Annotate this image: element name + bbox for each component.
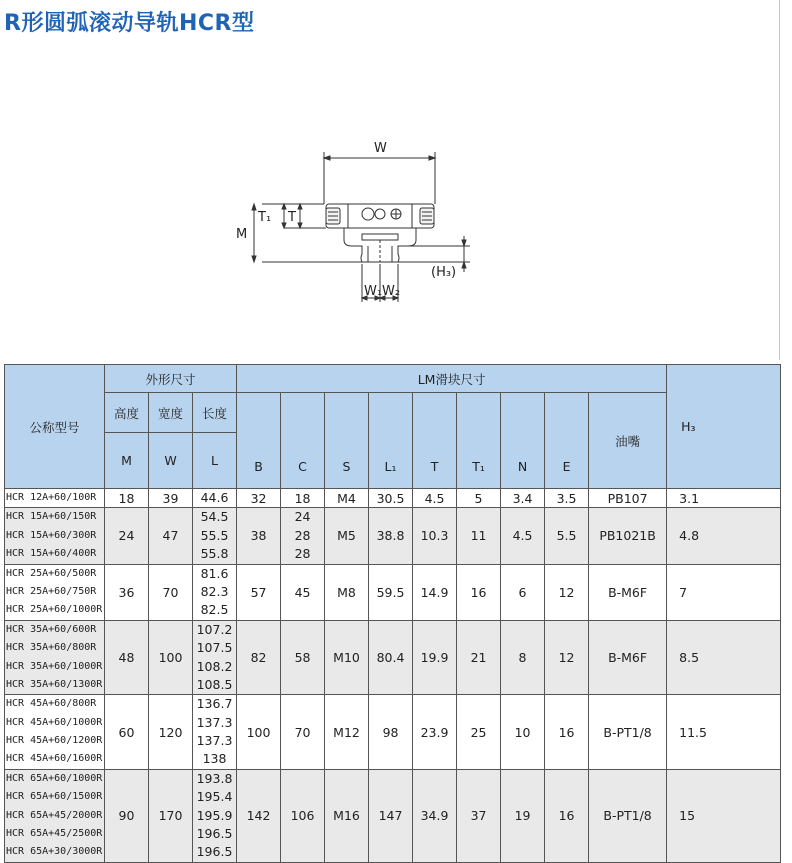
page-right-rule	[779, 0, 780, 360]
cell-n: 3.4	[501, 489, 545, 508]
cell-n: 19	[501, 769, 545, 862]
table-row	[5, 620, 781, 695]
model-name: HCR 35A+60/800R	[6, 642, 97, 654]
model-name: HCR 15A+60/300R	[6, 529, 97, 541]
cell-b: 100	[237, 695, 281, 770]
length-value: 107.2	[196, 621, 233, 637]
model-name: HCR 65A+45/2000R	[6, 809, 103, 821]
length-value: 55.8	[200, 546, 229, 562]
model-name: HCR 65A+60/1000R	[6, 772, 103, 784]
model-name: HCR 12A+60/100R	[6, 492, 97, 503]
length-value: 137.3	[196, 714, 233, 730]
cell-t: 34.9	[413, 769, 457, 862]
label-w: W	[374, 141, 387, 156]
cell-height: 18	[105, 489, 149, 508]
cell-t: 23.9	[413, 695, 457, 770]
header-h3: H₃	[667, 365, 781, 489]
cell-s: M8	[325, 564, 369, 620]
cell-s: M12	[325, 695, 369, 770]
header-length-cn: 长度	[193, 393, 237, 433]
model-cell	[5, 564, 105, 620]
model-cell	[5, 769, 105, 862]
cell-l1: 98	[369, 695, 413, 770]
header-m: M	[105, 433, 149, 489]
model-name: HCR 45A+60/1200R	[6, 735, 103, 747]
cell-grease: B-PT1/8	[589, 695, 667, 770]
model-name: HCR 35A+60/1300R	[6, 678, 103, 690]
cell-l1: 38.8	[369, 508, 413, 564]
model-name: HCR 65A+60/1500R	[6, 791, 103, 803]
model-cell	[5, 620, 105, 695]
spec-table	[4, 364, 781, 863]
cell-s: M5	[325, 508, 369, 564]
cell-grease: PB1021B	[589, 508, 667, 564]
cell-c: 45	[281, 564, 325, 620]
header-grease: 油嘴	[589, 393, 667, 489]
cell-width: 120	[149, 695, 193, 770]
header-e: E	[545, 393, 589, 489]
cell-t1: 16	[457, 564, 501, 620]
cell-height: 24	[105, 508, 149, 564]
length-value: 55.5	[200, 527, 229, 543]
cell-e: 3.5	[545, 489, 589, 508]
cell-length	[193, 508, 237, 564]
cell-c: 70	[281, 695, 325, 770]
cell-l1: 59.5	[369, 564, 413, 620]
length-value: 82.5	[200, 602, 229, 618]
cell-grease: B-M6F	[589, 620, 667, 695]
header-outer: 外形尺寸	[105, 365, 237, 393]
cell-t1: 25	[457, 695, 501, 770]
length-value: 196.5	[196, 844, 233, 860]
slider-block	[326, 204, 434, 228]
cell-length	[193, 564, 237, 620]
header-width-cn: 宽度	[149, 393, 193, 433]
model-name: HCR 65A+45/2500R	[6, 828, 103, 840]
page-title: R形圆弧滚动导轨HCR型	[4, 11, 255, 36]
header-n: N	[501, 393, 545, 489]
cell-length	[193, 489, 237, 508]
model-name: HCR 45A+60/800R	[6, 698, 97, 710]
length-value: 44.6	[200, 490, 229, 505]
cell-n: 8	[501, 620, 545, 695]
cell-width: 47	[149, 508, 193, 564]
cell-h3: 4.8	[667, 508, 781, 564]
length-value: 136.7	[196, 696, 233, 712]
header-l: L	[193, 433, 237, 489]
length-value: 137.3	[196, 733, 233, 749]
model-cell	[5, 508, 105, 564]
model-name: HCR 35A+60/600R	[6, 623, 97, 635]
spec-table-body	[5, 489, 781, 863]
table-row	[5, 489, 781, 508]
header-w: W	[149, 433, 193, 489]
cell-b: 38	[237, 508, 281, 564]
length-value: 195.9	[196, 807, 233, 823]
cross-section-diagram	[228, 136, 488, 312]
cell-height: 48	[105, 620, 149, 695]
cell-t1: 21	[457, 620, 501, 695]
cell-t1: 37	[457, 769, 501, 862]
cell-height: 36	[105, 564, 149, 620]
label-m: M	[236, 227, 248, 242]
model-cell	[5, 489, 105, 508]
length-value: 82.3	[200, 583, 229, 599]
c-value: 24	[294, 509, 311, 525]
length-value: 138	[202, 751, 227, 767]
label-h3: (H₃)	[431, 265, 457, 280]
cell-length	[193, 695, 237, 770]
model-name: HCR 15A+60/150R	[6, 511, 97, 523]
model-name: HCR 45A+60/1000R	[6, 716, 103, 728]
length-value: 107.5	[196, 640, 233, 656]
label-t: T	[288, 210, 296, 225]
cell-width: 39	[149, 489, 193, 508]
cell-e: 12	[545, 620, 589, 695]
cell-width: 170	[149, 769, 193, 862]
cell-h3: 11.5	[667, 695, 781, 770]
cell-length	[193, 769, 237, 862]
label-w1: W₁	[364, 284, 383, 299]
cell-e: 5.5	[545, 508, 589, 564]
model-name: HCR 45A+60/1600R	[6, 753, 103, 765]
cell-c	[281, 508, 325, 564]
cell-width: 70	[149, 564, 193, 620]
cell-grease: B-PT1/8	[589, 769, 667, 862]
table-row	[5, 508, 781, 564]
cell-t1: 5	[457, 489, 501, 508]
cell-t: 4.5	[413, 489, 457, 508]
label-w2: W₂	[382, 284, 401, 299]
model-name: HCR 65A+30/3000R	[6, 846, 103, 858]
cell-h3: 3.1	[667, 489, 781, 508]
c-value: 28	[294, 546, 311, 562]
cell-t1: 11	[457, 508, 501, 564]
cell-b: 57	[237, 564, 281, 620]
cell-h3: 15	[667, 769, 781, 862]
length-value: 54.5	[200, 509, 229, 525]
cell-c: 58	[281, 620, 325, 695]
cell-t: 10.3	[413, 508, 457, 564]
length-value: 81.6	[200, 565, 229, 581]
model-name: HCR 25A+60/500R	[6, 567, 97, 579]
cell-b: 82	[237, 620, 281, 695]
header-b: B	[237, 393, 281, 489]
length-value: 196.5	[196, 826, 233, 842]
header-c: C	[281, 393, 325, 489]
table-row	[5, 564, 781, 620]
table-row	[5, 695, 781, 770]
cell-width: 100	[149, 620, 193, 695]
cell-n: 10	[501, 695, 545, 770]
cell-height: 90	[105, 769, 149, 862]
model-name: HCR 15A+60/400R	[6, 548, 97, 560]
cell-e: 12	[545, 564, 589, 620]
length-value: 108.2	[196, 658, 233, 674]
cell-n: 4.5	[501, 508, 545, 564]
cell-l1: 30.5	[369, 489, 413, 508]
cell-height: 60	[105, 695, 149, 770]
model-name: HCR 25A+60/1000R	[6, 604, 103, 616]
cell-b: 32	[237, 489, 281, 508]
header-s: S	[325, 393, 369, 489]
header-t1: T₁	[457, 393, 501, 489]
cell-s: M16	[325, 769, 369, 862]
cell-t: 19.9	[413, 620, 457, 695]
cell-h3: 8.5	[667, 620, 781, 695]
cell-t: 14.9	[413, 564, 457, 620]
header-model: 公称型号	[5, 365, 105, 489]
cell-s: M10	[325, 620, 369, 695]
header-t: T	[413, 393, 457, 489]
model-name: HCR 35A+60/1000R	[6, 660, 103, 672]
length-value: 195.4	[196, 789, 233, 805]
length-value: 108.5	[196, 676, 233, 692]
c-value: 28	[294, 527, 311, 543]
cell-e: 16	[545, 769, 589, 862]
cell-grease: PB107	[589, 489, 667, 508]
cell-s: M4	[325, 489, 369, 508]
cell-n: 6	[501, 564, 545, 620]
cell-l1: 147	[369, 769, 413, 862]
cell-grease: B-M6F	[589, 564, 667, 620]
cell-c: 106	[281, 769, 325, 862]
cell-e: 16	[545, 695, 589, 770]
model-cell	[5, 695, 105, 770]
cell-l1: 80.4	[369, 620, 413, 695]
table-row	[5, 769, 781, 862]
length-value: 193.8	[196, 770, 233, 786]
header-l1: L₁	[369, 393, 413, 489]
cell-length	[193, 620, 237, 695]
label-t1: T₁	[258, 210, 272, 225]
header-height-cn: 高度	[105, 393, 149, 433]
model-name: HCR 25A+60/750R	[6, 585, 97, 597]
cell-b: 142	[237, 769, 281, 862]
cell-c: 18	[281, 489, 325, 508]
header-lm: LM滑块尺寸	[237, 365, 667, 393]
cell-h3: 7	[667, 564, 781, 620]
